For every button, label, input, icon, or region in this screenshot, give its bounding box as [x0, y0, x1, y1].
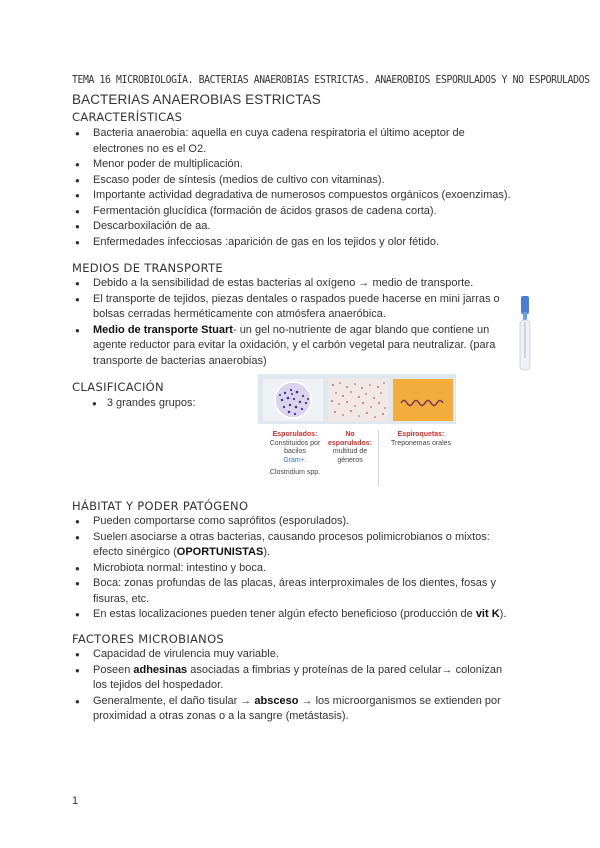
list-item-text: Generalmente, el daño tisular →: [93, 694, 255, 707]
bold-term: adhesinas: [133, 663, 188, 676]
clasificacion-item: ● 3 grandes grupos:: [92, 397, 196, 409]
tube-cap: [521, 296, 529, 314]
clasificacion-heading: CLASIFICACIÓN: [72, 380, 164, 394]
classification-figure: [258, 374, 456, 490]
list-item: ● Importante actividad degradativa de numerosos compuestos orgánicos (exoenzimas).: [72, 188, 517, 204]
list-item-text: Suelen asociarse a otras bacterias, causando procesos polimicrobianos o mixtos: efecto sinérgico (: [93, 530, 490, 558]
list-item: ● Fermentación glucídica (formación de ácidos grasos de cadena corta).: [72, 204, 517, 220]
list-item: [72, 663, 517, 694]
label-text: Constituidos por bacilos: [269, 439, 321, 455]
list-item-text: - un gel no-nutriente de agar blando que contiene un agente reductor para evitar la oxidación, y el carbón vegetal para neutralizar. (para transporte de bacterias anaerobias): [93, 323, 496, 367]
list-item: ● El transporte de tejidos, piezas dentales o raspados puede hacerse en mini jarras o bolsas cerradas herméticamente con atmósfera anaeróbica.: [72, 292, 517, 323]
label-text: Clostridium spp.: [269, 469, 321, 476]
habitat-heading: HÁBITAT Y PODER PATÓGENO: [72, 499, 249, 513]
spirochete-image: [393, 379, 453, 421]
list-item: ● Pueden comportarse como saprófitos (esporulados).: [72, 514, 517, 530]
medios-heading: MEDIOS DE TRANSPORTE: [72, 261, 223, 275]
list-item: ● Boca: zonas profundas de las placas, áreas interproximales de los dientes, fosas y fisuras, etc.: [72, 576, 517, 607]
spirochete-label: [390, 431, 452, 448]
label-text: multitud de géneros: [332, 448, 368, 464]
list-item: ● Descarboxilación de aa.: [72, 219, 517, 235]
list-item-text: → los microorganismos se extienden por proximidad a otras zonas o a la sangre (metástasis).: [93, 694, 501, 722]
list-item: ● Debido a la sensibilidad de estas bacterias al oxígeno → medio de transporte.: [72, 276, 517, 292]
bold-term: absceso: [254, 694, 299, 707]
factores-heading: FACTORES MICROBIANOS: [72, 632, 225, 646]
label-heading: No esporulados:: [328, 431, 372, 447]
page-number: 1: [72, 795, 79, 807]
caracteristicas-list: [72, 126, 517, 250]
list-item: [72, 530, 517, 561]
sporulated-image: [263, 379, 323, 421]
section-heading: BACTERIAS ANAEROBIAS ESTRICTAS: [72, 92, 321, 107]
label-heading: Espiroquetas:: [397, 431, 445, 438]
label-text: Treponemas orales: [390, 439, 452, 447]
list-item: ● Enfermedades infecciosas :aparición de gas en los tejidos y olor fétido.: [72, 235, 517, 251]
stuart-tube-image: [518, 296, 532, 372]
label-heading: Esporulados:: [272, 431, 318, 438]
list-item: ● Menor poder de multiplicación.: [72, 157, 517, 173]
factores-list: [72, 647, 517, 725]
list-item-text: asociadas a fimbrias y proteínas de la pared celular→ colonizan los tejidos del hospedador.: [93, 663, 503, 691]
bold-term: OPORTUNISTAS: [176, 546, 264, 558]
list-item: ● Capacidad de virulencia muy variable.: [72, 647, 517, 663]
list-item-text: ).: [499, 608, 507, 620]
document-title: TEMA 16 MICROBIOLOGÍA. BACTERIAS ANAEROBIAS ESTRICTAS. ANAEROBIOS ESPORULADOS Y NO ESPORULADOS: [72, 74, 590, 86]
list-item-text: Poseen: [93, 663, 134, 676]
list-item: ● Escaso poder de síntesis (medios de cultivo con vitaminas).: [72, 173, 517, 189]
list-item: ● Microbiota normal: intestino y boca.: [72, 561, 517, 577]
sporulated-label: [266, 431, 324, 478]
list-item: ● Bacteria anaerobia: aquella en cuya cadena respiratoria el último aceptor de electrones no es el O2.: [72, 126, 517, 157]
non-sporulated-image: [328, 379, 388, 421]
divider: [378, 430, 379, 486]
list-item: [72, 607, 517, 623]
habitat-list: [72, 514, 517, 623]
list-item: [72, 323, 517, 370]
medios-list: [72, 276, 517, 369]
bold-term: vit K: [475, 608, 500, 620]
bold-term: Medio de transporte Stuart: [93, 323, 233, 336]
label-text: Gram+.: [283, 456, 307, 464]
list-item-text: ).: [263, 546, 271, 558]
non-sporulated-label: [324, 431, 376, 465]
list-item: [72, 694, 517, 725]
caracteristicas-heading: CARACTERÍSTICAS: [72, 110, 183, 124]
list-item-text: En estas localizaciones pueden tener algún efecto beneficioso (producción de: [93, 608, 476, 620]
